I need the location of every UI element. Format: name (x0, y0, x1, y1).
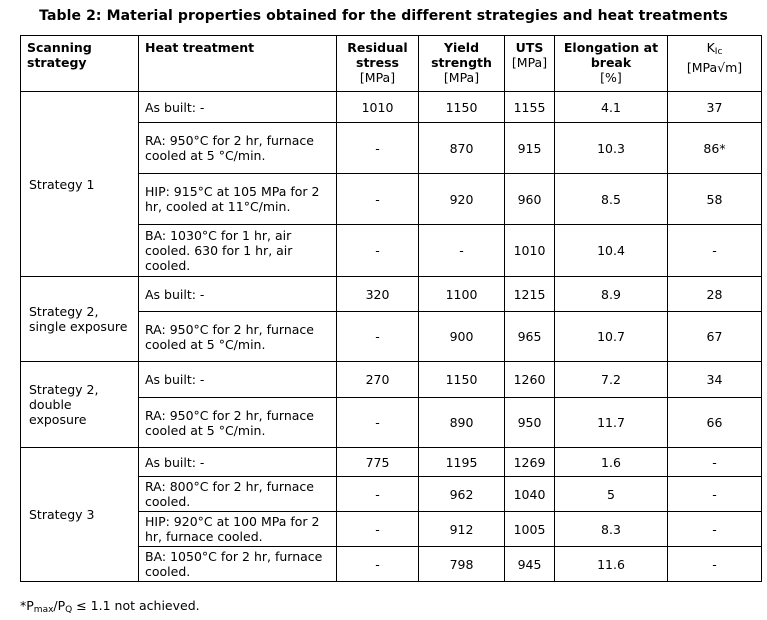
strategy-cell: Strategy 1 (21, 92, 139, 277)
uts-cell: 1215 (505, 277, 555, 312)
elong-cell: 8.9 (555, 277, 668, 312)
kic-cell: - (668, 225, 762, 277)
yield-cell: 900 (419, 312, 505, 362)
header-elongation-label: Elongation at break (563, 40, 659, 70)
header-residual-stress (337, 36, 419, 92)
heat-treatment-cell: BA: 1030°C for 1 hr, air cooled. 630 for 1 hr, air cooled. (139, 225, 337, 277)
elong-cell: 8.5 (555, 174, 668, 225)
kic-cell: 58 (668, 174, 762, 225)
table-row (21, 362, 762, 398)
uts-cell: 960 (505, 174, 555, 225)
uts-cell: 1010 (505, 225, 555, 277)
strategy-cell: Strategy 3 (21, 448, 139, 582)
header-row (21, 36, 762, 92)
kic-cell: 28 (668, 277, 762, 312)
footnote-p1: P (26, 598, 34, 613)
residual-cell: 1010 (337, 92, 419, 123)
yield-cell: 870 (419, 123, 505, 174)
elong-cell: 10.4 (555, 225, 668, 277)
heat-treatment-cell: RA: 950°C for 2 hr, furnace cooled at 5 °C/min. (139, 123, 337, 174)
header-elongation (555, 36, 668, 92)
heat-treatment-cell: As built: - (139, 92, 337, 123)
header-kic (668, 36, 762, 92)
footnote-star: * (20, 598, 27, 613)
strategy-cell: Strategy 2, double exposure (21, 362, 139, 448)
yield-cell: 890 (419, 398, 505, 448)
elong-cell: 1.6 (555, 448, 668, 477)
header-yield-strength-label: Yield strength (431, 40, 492, 70)
yield-cell: 798 (419, 547, 505, 582)
material-properties-table (20, 35, 762, 582)
kic-cell: - (668, 477, 762, 512)
residual-cell: - (337, 398, 419, 448)
yield-cell: 912 (419, 512, 505, 547)
elong-cell: 11.7 (555, 398, 668, 448)
table-body (21, 92, 762, 582)
header-kic-label (674, 40, 755, 60)
yield-cell: 1100 (419, 277, 505, 312)
uts-cell: 945 (505, 547, 555, 582)
header-uts-label: UTS (515, 40, 544, 55)
footnote-text: ≤ 1.1 not achieved. (72, 598, 200, 613)
residual-cell: - (337, 312, 419, 362)
elong-cell: 7.2 (555, 362, 668, 398)
kic-cell: 67 (668, 312, 762, 362)
heat-treatment-cell: HIP: 915°C at 105 MPa for 2 hr, cooled at 11°C/min. (139, 174, 337, 225)
elong-cell: 4.1 (555, 92, 668, 123)
residual-cell: - (337, 512, 419, 547)
residual-cell: 775 (337, 448, 419, 477)
residual-cell: 320 (337, 277, 419, 312)
residual-cell: - (337, 547, 419, 582)
table-footnote (20, 598, 200, 615)
residual-cell: - (337, 477, 419, 512)
uts-cell: 1269 (505, 448, 555, 477)
header-residual-stress-unit: [MPa] (359, 70, 396, 85)
uts-cell: 965 (505, 312, 555, 362)
header-residual-stress-label: Residual stress (347, 40, 408, 70)
uts-cell: 1005 (505, 512, 555, 547)
footnote-p2-sub: Q (65, 605, 73, 615)
header-yield-strength-unit: [MPa] (443, 70, 480, 85)
heat-treatment-cell: As built: - (139, 448, 337, 477)
uts-cell: 1040 (505, 477, 555, 512)
footnote-slash: / (53, 598, 58, 613)
header-kic-symbol: K (706, 40, 715, 55)
footnote-p2: P (57, 598, 66, 613)
heat-treatment-cell: RA: 950°C for 2 hr, furnace cooled at 5 °C/min. (139, 312, 337, 362)
header-yield-strength (419, 36, 505, 92)
header-heat-treatment: Heat treatment (139, 36, 337, 92)
heat-treatment-cell: HIP: 920°C at 100 MPa for 2 hr, furnace cooled. (139, 512, 337, 547)
heat-treatment-cell: BA: 1050°C for 2 hr, furnace cooled. (139, 547, 337, 582)
kic-cell: 34 (668, 362, 762, 398)
yield-cell: 1195 (419, 448, 505, 477)
footnote-p1-sub: max (33, 605, 54, 615)
table-row (21, 277, 762, 312)
yield-cell: 962 (419, 477, 505, 512)
uts-cell: 1155 (505, 92, 555, 123)
elong-cell: 10.7 (555, 312, 668, 362)
header-uts (505, 36, 555, 92)
uts-cell: 950 (505, 398, 555, 448)
yield-cell: - (419, 225, 505, 277)
yield-cell: 1150 (419, 362, 505, 398)
strategy-cell: Strategy 2, single exposure (21, 277, 139, 362)
residual-cell: - (337, 174, 419, 225)
table-caption: Table 2: Material properties obtained for the different strategies and heat treatments (39, 8, 728, 24)
residual-cell: - (337, 225, 419, 277)
header-elongation-unit: [%] (600, 70, 622, 85)
kic-cell: 66 (668, 398, 762, 448)
heat-treatment-cell: RA: 950°C for 2 hr, furnace cooled at 5 °C/min. (139, 398, 337, 448)
elong-cell: 8.3 (555, 512, 668, 547)
kic-cell: 86* (668, 123, 762, 174)
kic-cell: - (668, 547, 762, 582)
header-uts-unit: [MPa] (511, 55, 548, 70)
uts-cell: 915 (505, 123, 555, 174)
header-scanning-strategy: Scanning strategy (21, 36, 139, 92)
elong-cell: 5 (555, 477, 668, 512)
header-kic-unit: [MPa√m] (686, 60, 743, 75)
uts-cell: 1260 (505, 362, 555, 398)
residual-cell: 270 (337, 362, 419, 398)
elong-cell: 10.3 (555, 123, 668, 174)
heat-treatment-cell: As built: - (139, 277, 337, 312)
heat-treatment-cell: As built: - (139, 362, 337, 398)
residual-cell: - (337, 123, 419, 174)
table-row (21, 448, 762, 477)
table-row (21, 92, 762, 123)
elong-cell: 11.6 (555, 547, 668, 582)
kic-cell: - (668, 448, 762, 477)
yield-cell: 1150 (419, 92, 505, 123)
header-kic-subscript: Ic (714, 47, 723, 57)
yield-cell: 920 (419, 174, 505, 225)
heat-treatment-cell: RA: 800°C for 2 hr, furnace cooled. (139, 477, 337, 512)
kic-cell: - (668, 512, 762, 547)
kic-cell: 37 (668, 92, 762, 123)
